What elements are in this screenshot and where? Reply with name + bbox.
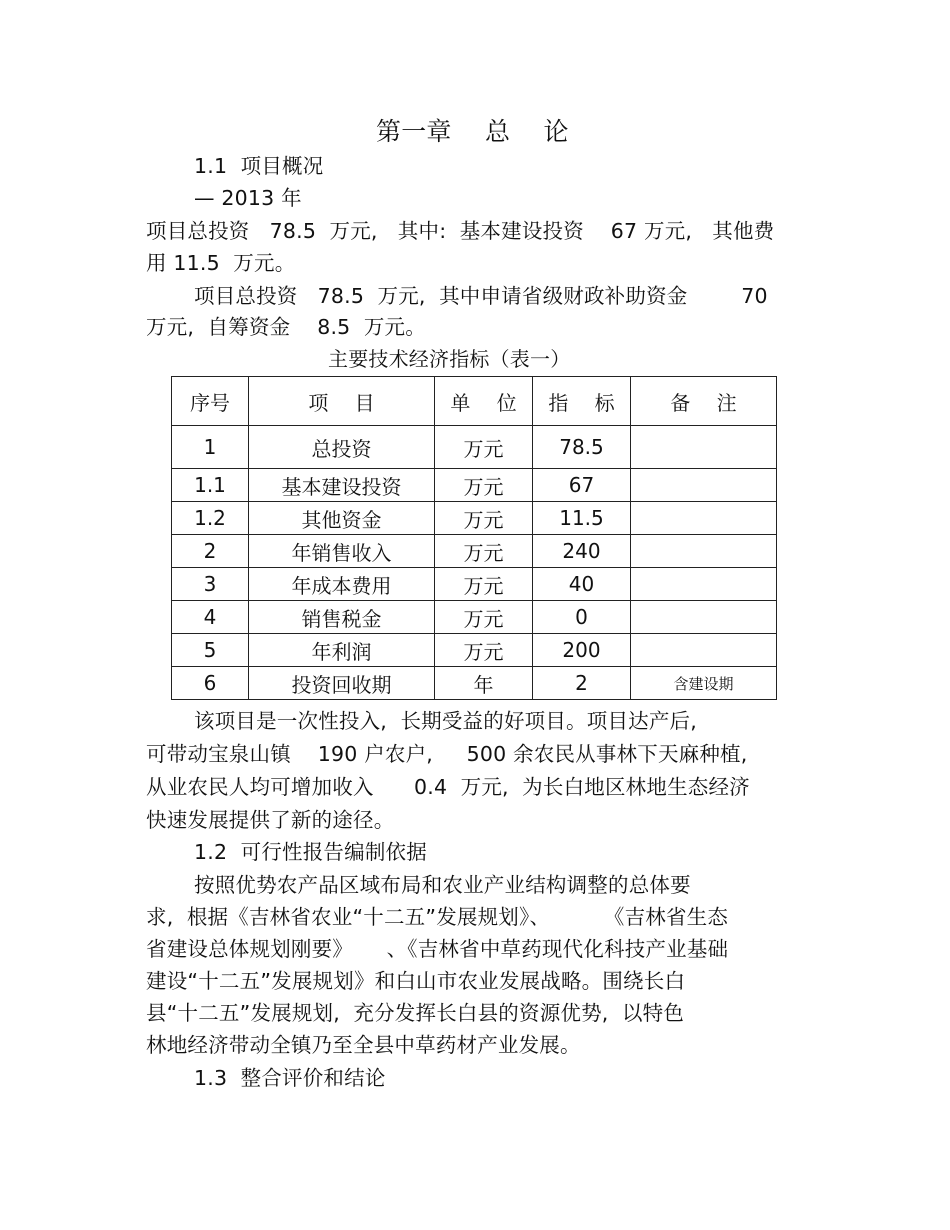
table-cell: 5 [172, 634, 249, 667]
paragraph-investment-line-2: 用 11.5 万元。 [146, 251, 296, 275]
paragraph-basis-line-1: 按照优势农产品区域布局和农业产业结构调整的总体要 [194, 873, 691, 897]
paragraph-basis-line-2: 求, 根据《吉林省农业“十二五”发展规划》、 《吉林省生态 [146, 905, 729, 929]
paragraph-benefit-line-3: 从业农民人均可增加收入 0.4 万元, 为长白地区林地生态经济 [146, 775, 750, 799]
section-heading-1-3: 1.3 整合评价和结论 [194, 1066, 386, 1090]
table-cell: 40 [533, 568, 631, 601]
header-cell: 单 位 [435, 377, 533, 426]
table-cell: 万元 [435, 535, 533, 568]
table-cell: 78.5 [533, 426, 631, 469]
indicator-table [171, 376, 777, 700]
header-cell: 序号 [172, 377, 249, 426]
table-cell: 总投资 [249, 426, 435, 469]
table-cell: 3 [172, 568, 249, 601]
paragraph-basis-line-5: 县“十二五”发展规划, 充分发挥长白县的资源优势, 以特色 [146, 1001, 685, 1025]
table-cell: 万元 [435, 601, 533, 634]
table-caption: 主要技术经济指标（表一） [328, 347, 571, 371]
table-cell: 1.1 [172, 469, 249, 502]
table-cell: 6 [172, 667, 249, 700]
table-cell: 万元 [435, 634, 533, 667]
table-cell [631, 568, 777, 601]
table-row [172, 568, 777, 601]
table-cell [631, 601, 777, 634]
table-cell: 年利润 [249, 634, 435, 667]
table-cell: 1 [172, 426, 249, 469]
paragraph-funding-line-2: 万元, 自筹资金 8.5 万元。 [146, 315, 426, 339]
table-row [172, 535, 777, 568]
table-row [172, 667, 777, 700]
table-cell [631, 502, 777, 535]
paragraph-basis-line-3: 省建设总体规划刚要》 、《吉林省中草药现代化科技产业基础 [146, 937, 729, 961]
table-cell: 2 [172, 535, 249, 568]
table-cell: 1.2 [172, 502, 249, 535]
table-row [172, 502, 777, 535]
table-cell: 基本建设投资 [249, 469, 435, 502]
paragraph-basis-line-4: 建设“十二五”发展规划》和白山市农业发展战略。围绕长白 [146, 969, 686, 993]
paragraph-basis-line-6: 林地经济带动全镇乃至全县中草药材产业发展。 [146, 1033, 581, 1057]
table-cell: 2 [533, 667, 631, 700]
header-cell: 备 注 [631, 377, 777, 426]
table-cell [631, 469, 777, 502]
table-cell [631, 426, 777, 469]
table-cell: 4 [172, 601, 249, 634]
table-row [172, 634, 777, 667]
year-line: — 2013 年 [194, 186, 302, 210]
header-cell: 项 目 [249, 377, 435, 426]
table-row [172, 426, 777, 469]
table-row [172, 469, 777, 502]
paragraph-benefit-line-4: 快速发展提供了新的途径。 [146, 808, 395, 832]
table-cell: 年销售收入 [249, 535, 435, 568]
paragraph-funding-line-1: 项目总投资 78.5 万元, 其中申请省级财政补助资金 70 [194, 284, 768, 308]
table-header-row [172, 377, 777, 426]
section-heading-1-1: 1.1 项目概况 [194, 154, 324, 178]
table-cell: 万元 [435, 469, 533, 502]
table-cell: 含建设期 [631, 667, 777, 700]
chapter-title: 第一章 总 论 [376, 117, 569, 146]
table-cell: 200 [533, 634, 631, 667]
section-heading-1-2: 1.2 可行性报告编制依据 [194, 840, 427, 864]
table-cell: 万元 [435, 426, 533, 469]
table-row [172, 601, 777, 634]
table-cell: 万元 [435, 502, 533, 535]
paragraph-benefit-line-2: 可带动宝泉山镇 190 户农户, 500 余农民从事林下天麻种植, [146, 742, 748, 766]
table-cell: 年 [435, 667, 533, 700]
table-cell: 其他资金 [249, 502, 435, 535]
table-cell: 240 [533, 535, 631, 568]
table-cell: 销售税金 [249, 601, 435, 634]
table-cell [631, 634, 777, 667]
table-cell: 年成本费用 [249, 568, 435, 601]
table-cell: 11.5 [533, 502, 631, 535]
paragraph-investment-line-1: 项目总投资 78.5 万元, 其中: 基本建设投资 67 万元, 其他费 [146, 219, 775, 243]
table-cell: 67 [533, 469, 631, 502]
table-cell: 投资回收期 [249, 667, 435, 700]
paragraph-benefit-line-1: 该项目是一次性投入, 长期受益的好项目。项目达产后, [194, 709, 697, 733]
table-cell: 万元 [435, 568, 533, 601]
table-cell: 0 [533, 601, 631, 634]
table-cell [631, 535, 777, 568]
header-cell: 指 标 [533, 377, 631, 426]
